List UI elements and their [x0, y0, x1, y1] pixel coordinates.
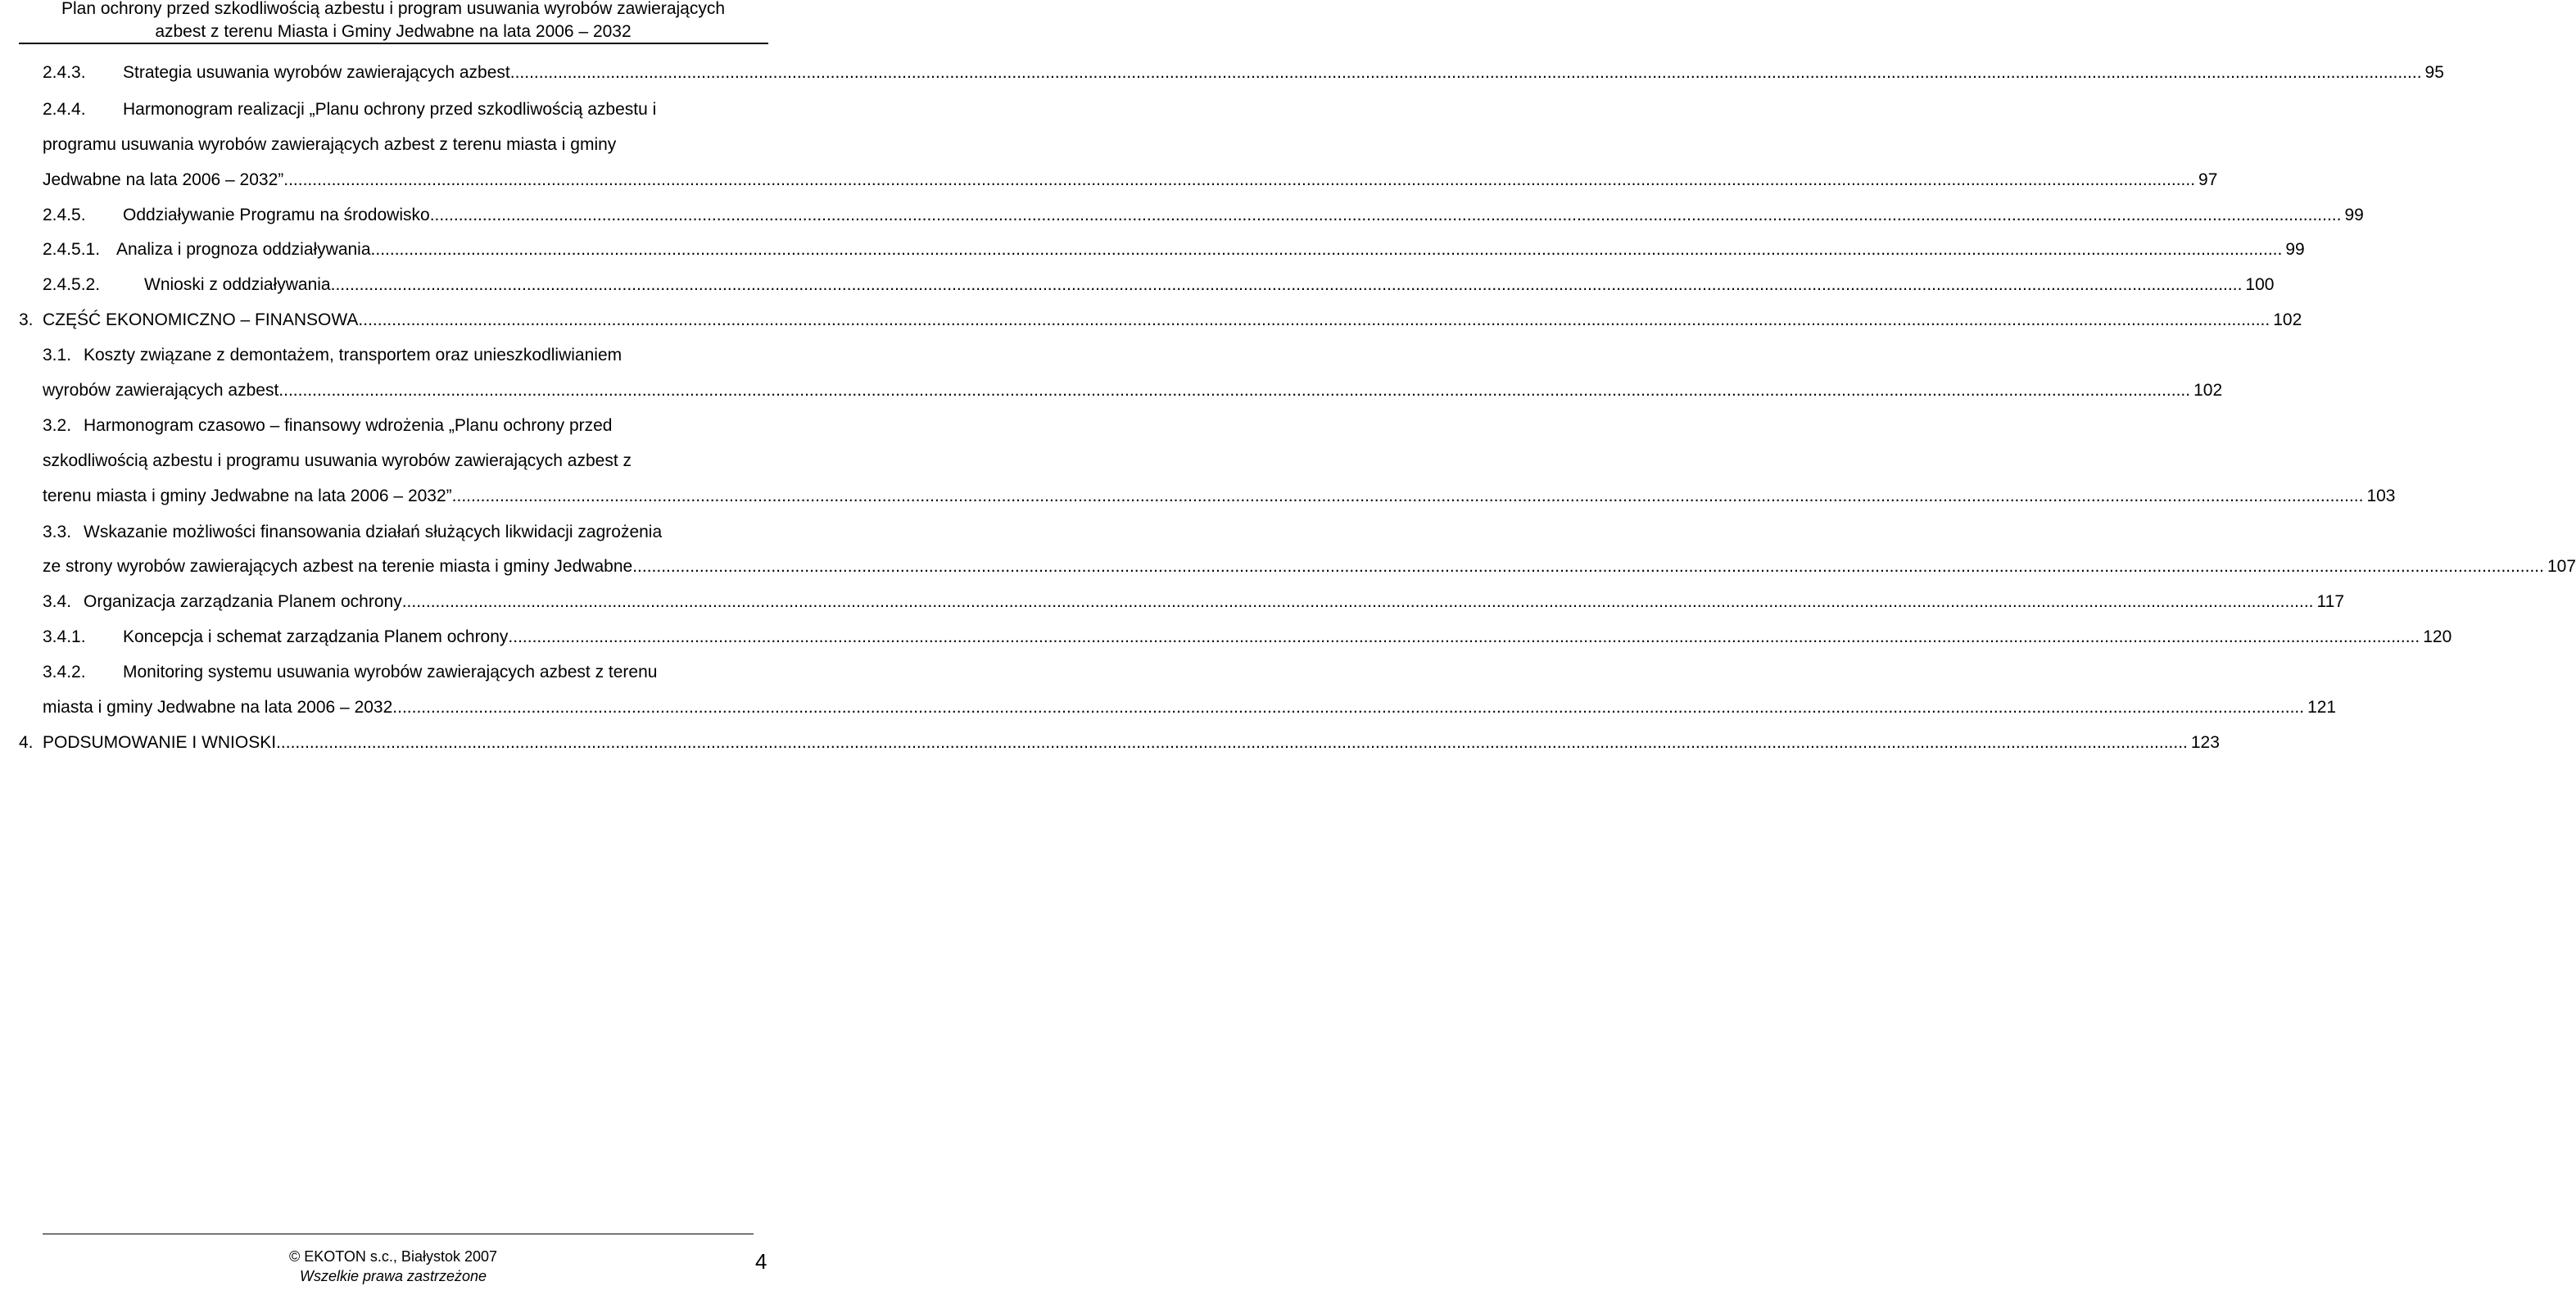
toc-entry-number: 2.4.5.2. — [43, 275, 101, 294]
toc-leader-dots: ................................................................................................................................................................................................................................................................................................................................................................................................................ — [401, 592, 2314, 611]
toc-entry-number: 3.3. — [43, 523, 72, 541]
toc-entry-title: Wnioski z oddziaływania — [144, 275, 331, 294]
toc-entry-number: 3.1. — [43, 346, 72, 364]
toc-entry-title: Monitoring systemu usuwania wyrobów zawierających azbest z terenu — [123, 663, 658, 681]
toc-entry-title: Analiza i prognoza oddziaływania — [116, 240, 371, 259]
toc-leader-dots: ................................................................................................................................................................................................................................................................................................................................................................................................................ — [509, 63, 2422, 82]
toc-entry-number: 3. — [19, 310, 34, 329]
toc-entry-line — [0, 238, 2305, 262]
toc-page-number: 117 — [2316, 592, 2344, 611]
toc-entry-title: Wskazanie możliwości finansowania działań służących likwidacji zagrożenia — [84, 523, 663, 541]
toc-entry-title: Harmonogram realizacji „Planu ochrony przed szkodliwością azbestu i — [123, 100, 657, 119]
toc-entry-line — [0, 61, 2444, 85]
toc-entry-number: 2.4.5. — [43, 206, 86, 224]
toc-page-number: 123 — [2190, 733, 2220, 752]
toc-entry-line — [0, 731, 2220, 755]
footer-copyright: © EKOTON s.c., Białystok 2007 — [288, 1248, 498, 1265]
toc-leader-dots: ................................................................................................................................................................................................................................................................................................................................................................................................................ — [330, 275, 2243, 294]
toc-entry-title: programu usuwania wyrobów zawierających azbest z terenu miasta i gminy — [43, 135, 617, 154]
toc-entry-line — [0, 308, 2302, 333]
toc-entry-line — [0, 273, 2275, 297]
toc-page-number: 95 — [2424, 63, 2444, 82]
toc-entry-title: Strategia usuwania wyrobów zawierających azbest — [123, 63, 510, 82]
toc-page-number: 97 — [2198, 170, 2218, 189]
toc-entry-title: Harmonogram czasowo – finansowy wdrożenia „Planu ochrony przed — [84, 416, 613, 435]
toc-entry-title: Koncepcja i schemat zarządzania Planem ochrony — [123, 627, 509, 646]
toc-entry-title: terenu miasta i gminy Jedwabne na lata 2006 – 2032” — [43, 487, 452, 505]
toc-entry-line — [0, 133, 786, 157]
toc-page-number: 102 — [2193, 381, 2223, 400]
toc-entry-title: PODSUMOWANIE I WNIOSKI — [43, 733, 277, 752]
toc-entry-line — [0, 97, 786, 122]
toc-leader-dots: ................................................................................................................................................................................................................................................................................................................................................................................................................ — [508, 627, 2420, 646]
toc-entry-line — [0, 168, 2218, 192]
toc-entry-line — [0, 378, 2223, 403]
toc-page-number: 103 — [2366, 487, 2396, 505]
toc-page-number: 99 — [2285, 240, 2305, 259]
toc-entry-line — [0, 695, 2337, 720]
toc-leader-dots: ................................................................................................................................................................................................................................................................................................................................................................................................................ — [278, 381, 2191, 400]
toc-page-number: 120 — [2423, 627, 2452, 646]
page-number: 4 — [755, 1249, 767, 1274]
toc-entry-title: szkodliwością azbestu i programu usuwania wyrobów zawierających azbest z — [43, 451, 632, 470]
toc-leader-dots: ................................................................................................................................................................................................................................................................................................................................................................................................................ — [392, 698, 2305, 717]
toc-entry-number: 2.4.3. — [43, 63, 86, 82]
toc-entry-title: Organizacja zarządzania Planem ochrony — [84, 592, 402, 611]
toc-leader-dots: ................................................................................................................................................................................................................................................................................................................................................................................................................ — [429, 206, 2342, 224]
toc-entry-number: 2.4.5.1. — [43, 240, 101, 259]
toc-page-number: 102 — [2273, 310, 2302, 329]
toc-entry-line — [0, 520, 786, 545]
header-title-line1: Plan ochrony przed szkodliwością azbestu i program usuwania wyrobów zawierających — [61, 0, 726, 18]
toc-page-number: 107 — [2547, 557, 2576, 576]
toc-entry-title: miasta i gminy Jedwabne na lata 2006 – 2032 — [43, 698, 393, 717]
toc-page-number: 100 — [2245, 275, 2275, 294]
toc-entry-line — [0, 660, 786, 685]
header-title-line2: azbest z terenu Miasta i Gminy Jedwabne na lata 2006 – 2032 — [155, 22, 632, 41]
toc-leader-dots: ................................................................................................................................................................................................................................................................................................................................................................................................................ — [451, 487, 2364, 505]
toc-entry-title: Koszty związane z demontażem, transportem oraz unieszkodliwianiem — [84, 346, 622, 364]
toc-entry-number: 3.4. — [43, 592, 72, 611]
toc-entry-number: 2.4.4. — [43, 100, 86, 119]
toc-entry-line — [0, 590, 2344, 614]
toc-entry-title: ze strony wyrobów zawierających azbest na terenie miasta i gminy Jedwabne — [43, 557, 633, 576]
toc-entry-line — [0, 555, 2576, 579]
toc-leader-dots: ................................................................................................................................................................................................................................................................................................................................................................................................................ — [370, 240, 2283, 259]
toc-entry-number: 3.4.2. — [43, 663, 86, 681]
toc-leader-dots: ................................................................................................................................................................................................................................................................................................................................................................................................................ — [358, 310, 2270, 329]
toc-entry-line — [0, 625, 2452, 650]
toc-leader-dots: ................................................................................................................................................................................................................................................................................................................................................................................................................ — [276, 733, 2188, 752]
toc-entry-line — [0, 414, 786, 438]
header-divider — [19, 43, 768, 44]
toc-entry-line — [0, 449, 786, 473]
toc-entry-line — [0, 203, 2364, 228]
toc-leader-dots: ................................................................................................................................................................................................................................................................................................................................................................................................................ — [283, 170, 2196, 189]
footer-rights: Wszelkie prawa zastrzeżone — [299, 1268, 487, 1284]
toc-entry-title: CZĘŚĆ EKONOMICZNO – FINANSOWA — [43, 310, 359, 329]
toc-leader-dots: ................................................................................................................................................................................................................................................................................................................................................................................................................ — [632, 557, 2544, 576]
toc-entry-title: Jedwabne na lata 2006 – 2032” — [43, 170, 284, 189]
toc-entry-number: 3.2. — [43, 416, 72, 435]
toc-entry-line — [0, 484, 2396, 509]
toc-entry-title: Oddziaływanie Programu na środowisko — [123, 206, 430, 224]
toc-entry-number: 4. — [19, 733, 34, 752]
toc-page-number: 99 — [2344, 206, 2364, 224]
toc-entry-line — [0, 343, 786, 368]
toc-page-number: 121 — [2307, 698, 2337, 717]
toc-entry-title: wyrobów zawierających azbest — [43, 381, 279, 400]
toc-entry-number: 3.4.1. — [43, 627, 86, 646]
